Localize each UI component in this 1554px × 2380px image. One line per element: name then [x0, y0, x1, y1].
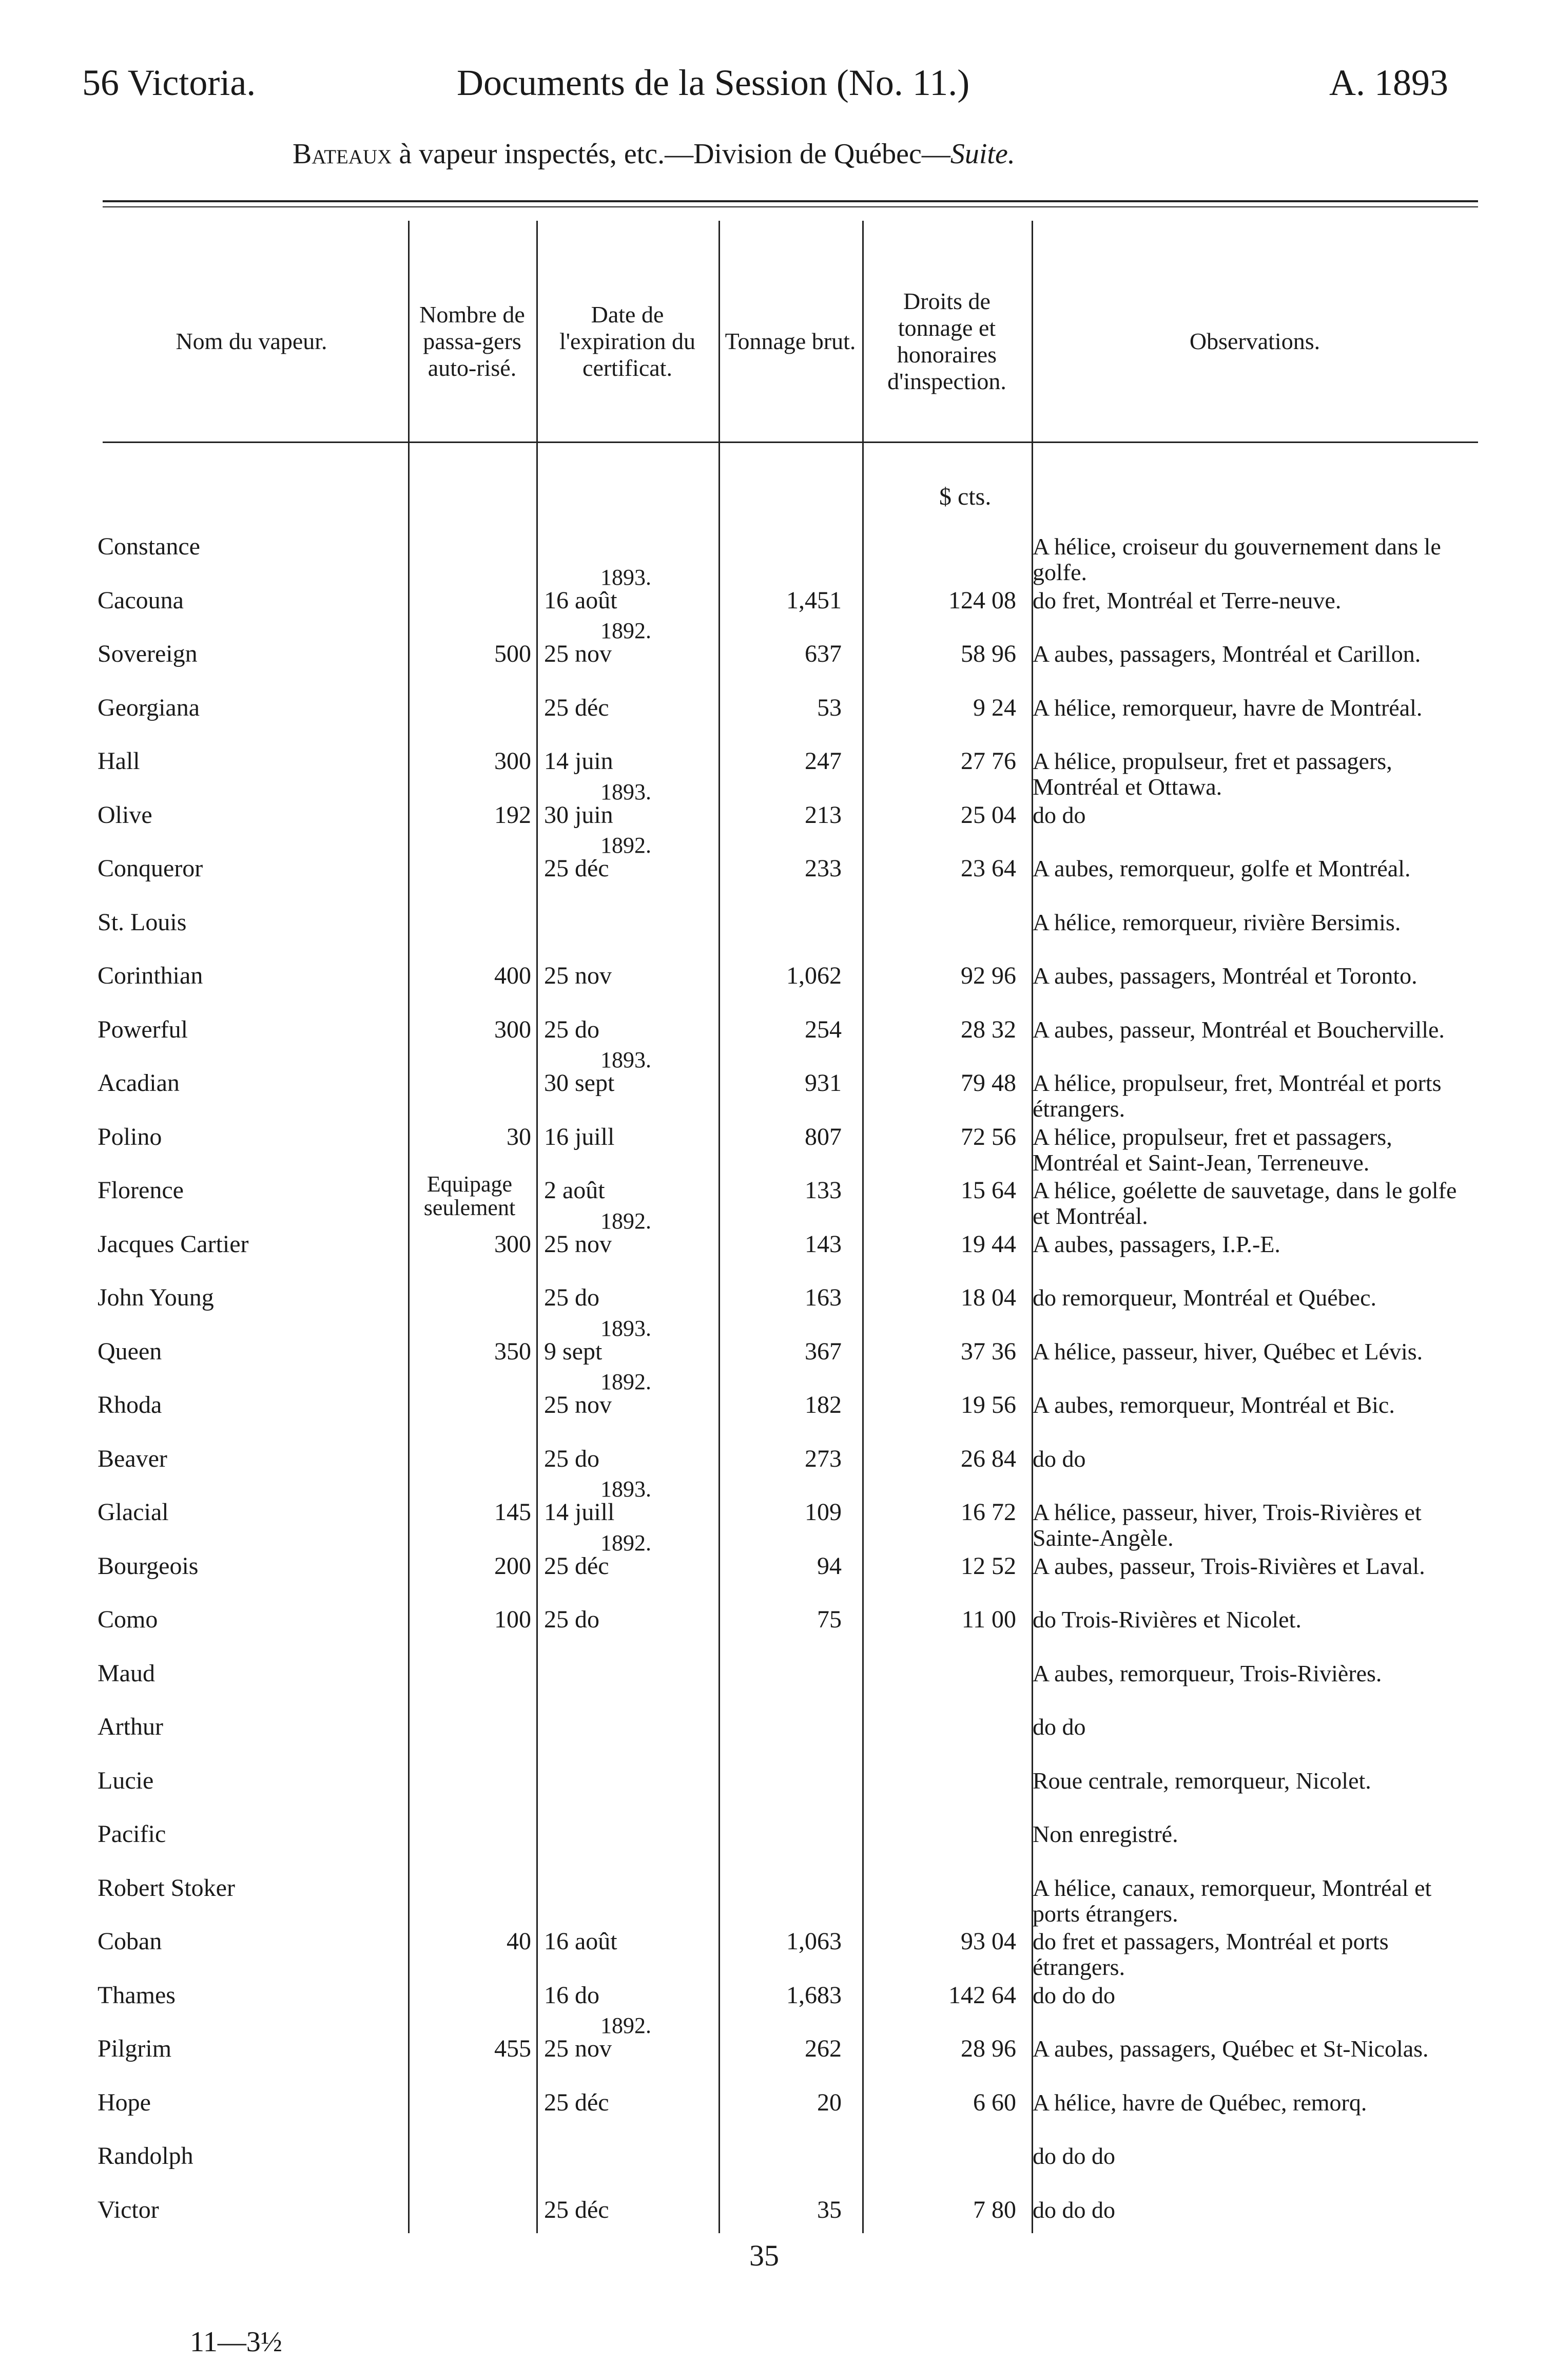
- gross-tonnage: 53: [817, 694, 842, 721]
- certificate-year: 1892.: [600, 833, 651, 858]
- observations: A aubes, passagers, Montréal et Carillon.: [1033, 641, 1421, 667]
- column-header-fees: Droits de tonnage et honoraires d'inspection.: [887, 288, 1006, 394]
- vessel-name: Robert Stoker: [98, 1875, 235, 1901]
- vessel-name: Sovereign: [98, 641, 198, 667]
- inspection-fees: 26 84: [961, 1445, 1016, 1472]
- inspection-fees: 124 08: [948, 587, 1016, 614]
- vessel-name: Olive: [98, 802, 152, 828]
- inspection-fees: 19 44: [961, 1231, 1016, 1258]
- header-rule-top-2: [103, 206, 1478, 207]
- inspection-fees: 16 72: [961, 1499, 1016, 1526]
- observations: A hélice, propulseur, fret, Montréal et ports étrangers.: [1033, 1070, 1442, 1122]
- inspection-fees: 28 32: [961, 1016, 1016, 1043]
- column-header-observations: Observations.: [1189, 328, 1320, 354]
- inspection-fees: 15 64: [961, 1177, 1016, 1204]
- observations: A hélice, goélette de sauvetage, dans le golfe et Montréal.: [1033, 1177, 1457, 1229]
- certificate-year: 1893.: [600, 1047, 651, 1072]
- inspection-fees: 23 64: [961, 855, 1016, 882]
- gross-tonnage: 1,063: [786, 1928, 842, 1955]
- observations: A hélice, propulseur, fret et passagers, Montréal et Ottawa.: [1033, 748, 1392, 800]
- authorized-passengers: 350: [494, 1338, 531, 1365]
- gross-tonnage: 109: [805, 1499, 842, 1526]
- observations: do Trois-Rivières et Nicolet.: [1033, 1606, 1302, 1633]
- certificate-expiry: 25 déc: [544, 2196, 609, 2223]
- currency-label: $ cts.: [939, 483, 992, 510]
- observations: A aubes, passeur, Trois-Rivières et Laval.: [1033, 1553, 1425, 1579]
- observations: A aubes, remorqueur, Trois-Rivières.: [1033, 1660, 1382, 1686]
- observations: do do do: [1033, 2143, 1115, 2169]
- vessel-name: Beaver: [98, 1446, 167, 1472]
- gross-tonnage: 254: [805, 1016, 842, 1043]
- vessel-name: Acadian: [98, 1070, 180, 1096]
- observations: do do do: [1033, 2197, 1115, 2223]
- certificate-expiry: 25 do: [544, 1016, 599, 1043]
- certificate-year: 1893.: [600, 565, 651, 590]
- vessel-name: Powerful: [98, 1017, 188, 1043]
- header-year: A. 1893: [1329, 62, 1448, 103]
- certificate-expiry: 25 déc: [544, 2089, 609, 2116]
- gross-tonnage: 143: [805, 1231, 842, 1258]
- authorized-passengers: 400: [494, 962, 531, 989]
- gross-tonnage: 35: [817, 2196, 842, 2223]
- certificate-expiry: 25 déc: [544, 855, 609, 882]
- gross-tonnage: 931: [805, 1069, 842, 1097]
- column-header-date: Date de l'expiration du certificat.: [559, 301, 696, 381]
- certificate-year: 1892.: [600, 618, 651, 643]
- gross-tonnage: 367: [805, 1338, 842, 1365]
- gross-tonnage: 163: [805, 1284, 842, 1311]
- table-subtitle: Bateaux à vapeur inspectés, etc.—Division de Québec—Suite.: [293, 138, 1015, 170]
- inspection-fees: 7 80: [973, 2196, 1016, 2223]
- certificate-expiry: 9 sept: [544, 1338, 603, 1365]
- vessel-name: Pacific: [98, 1821, 166, 1847]
- observations: do do: [1033, 1714, 1086, 1740]
- inspection-fees: 37 36: [961, 1338, 1016, 1365]
- observations: A aubes, passagers, Québec et St-Nicolas.: [1033, 2036, 1429, 2062]
- certificate-expiry: 25 nov: [544, 2035, 612, 2062]
- inspection-fees: 27 76: [961, 747, 1016, 775]
- gross-tonnage: 20: [817, 2089, 842, 2116]
- vessel-name: Corinthian: [98, 963, 203, 989]
- gross-tonnage: 1,451: [786, 587, 842, 614]
- inspection-fees: 142 64: [948, 1982, 1016, 2009]
- observations: A hélice, croiseur du gouvernement dans le golfe.: [1033, 533, 1441, 585]
- certificate-expiry: 25 déc: [544, 694, 609, 721]
- gross-tonnage: 1,062: [786, 962, 842, 989]
- vessel-name: St. Louis: [98, 910, 187, 935]
- vessel-name: Georgiana: [98, 695, 200, 721]
- observations: A hélice, remorqueur, rivière Bersimis.: [1033, 909, 1401, 935]
- certificate-year: 1892.: [600, 1369, 651, 1394]
- column-header-passengers: Nombre de passa-gers auto-risé.: [419, 301, 525, 381]
- vessel-name: Maud: [98, 1661, 155, 1686]
- observations: A aubes, remorqueur, golfe et Montréal.: [1033, 855, 1411, 881]
- inspection-fees: 9 24: [973, 694, 1016, 721]
- header-rule-bottom: [103, 442, 1478, 443]
- vessel-name: John Young: [98, 1285, 214, 1311]
- certificate-expiry: 30 sept: [544, 1069, 615, 1097]
- vessel-name: Queen: [98, 1339, 162, 1365]
- vessel-name: Jacques Cartier: [98, 1232, 249, 1257]
- authorized-passengers: 200: [494, 1552, 531, 1580]
- gross-tonnage: 182: [805, 1391, 842, 1418]
- certificate-expiry: 25 nov: [544, 962, 612, 989]
- observations: do do do: [1033, 1982, 1115, 2008]
- gross-tonnage: 75: [817, 1606, 842, 1633]
- column-divider: [536, 221, 538, 2233]
- inspection-fees: 19 56: [961, 1391, 1016, 1418]
- authorized-passengers: 40: [507, 1928, 531, 1955]
- inspection-fees: 12 52: [961, 1552, 1016, 1580]
- observations: do fret et passagers, Montréal et ports étrangers.: [1033, 1928, 1389, 1980]
- observations: A aubes, passagers, Montréal et Toronto.: [1033, 963, 1417, 989]
- column-header-name: Nom du vapeur.: [176, 328, 327, 354]
- inspection-fees: 25 04: [961, 801, 1016, 829]
- observations: do remorqueur, Montréal et Québec.: [1033, 1284, 1377, 1311]
- observations: A hélice, remorqueur, havre de Montréal.: [1033, 695, 1423, 721]
- vessel-name: Como: [98, 1607, 158, 1633]
- vessel-name: Polino: [98, 1124, 162, 1150]
- inspection-fees: 92 96: [961, 962, 1016, 989]
- authorized-passengers: 145: [494, 1499, 531, 1526]
- inspection-fees: 28 96: [961, 2035, 1016, 2062]
- vessel-name: Hall: [98, 748, 140, 774]
- vessel-name: Coban: [98, 1929, 162, 1954]
- authorized-passengers: 300: [494, 747, 531, 775]
- authorized-passengers: 30: [507, 1123, 531, 1150]
- gross-tonnage: 94: [817, 1552, 842, 1580]
- inspection-fees: 18 04: [961, 1284, 1016, 1311]
- certificate-expiry: 25 do: [544, 1445, 599, 1472]
- certificate-year: 1893.: [600, 779, 651, 804]
- certificate-year: 1893.: [600, 1476, 651, 1502]
- certificate-year: 1893.: [600, 1316, 651, 1341]
- vessel-name: Randolph: [98, 2143, 193, 2169]
- vessel-name: Conqueror: [98, 856, 203, 881]
- certificate-expiry: 16 do: [544, 1982, 599, 2009]
- certificate-year: 1892.: [600, 1208, 651, 1234]
- gross-tonnage: 1,683: [786, 1982, 842, 2009]
- vessel-name: Cacouna: [98, 588, 184, 613]
- authorized-passengers: 100: [494, 1606, 531, 1633]
- gross-tonnage: 807: [805, 1123, 842, 1150]
- inspection-fees: 11 00: [961, 1606, 1016, 1633]
- observations: do fret, Montréal et Terre-neuve.: [1033, 587, 1342, 613]
- authorized-passengers: 300: [494, 1016, 531, 1043]
- gross-tonnage: 233: [805, 855, 842, 882]
- vessel-name: Thames: [98, 1983, 176, 2008]
- vessel-name: Lucie: [98, 1768, 154, 1794]
- header-rule-top: [103, 200, 1478, 202]
- certificate-expiry: 16 juill: [544, 1123, 615, 1150]
- vessel-name: Bourgeois: [98, 1553, 199, 1579]
- vessel-name: Constance: [98, 534, 200, 560]
- printer-signature: 11—3½: [190, 2326, 282, 2358]
- vessel-name: Hope: [98, 2090, 151, 2116]
- certificate-expiry: 14 juill: [544, 1499, 615, 1526]
- header-title: Documents de la Session (No. 11.): [457, 62, 970, 103]
- certificate-expiry: 30 juin: [544, 801, 613, 829]
- authorized-passengers: 500: [494, 640, 531, 667]
- observations: A hélice, passeur, hiver, Trois-Rivières et Sainte-Angèle.: [1033, 1499, 1422, 1551]
- observations: A hélice, propulseur, fret et passagers, Montréal et Saint-Jean, Terreneuve.: [1033, 1124, 1392, 1176]
- observations: A aubes, remorqueur, Montréal et Bic.: [1033, 1392, 1395, 1418]
- authorized-passengers: 455: [494, 2035, 531, 2062]
- gross-tonnage: 213: [805, 801, 842, 829]
- certificate-expiry: 25 do: [544, 1284, 599, 1311]
- certificate-expiry: 14 juin: [544, 747, 613, 775]
- inspection-fees: 79 48: [961, 1069, 1016, 1097]
- inspection-fees: 72 56: [961, 1123, 1016, 1150]
- observations: Non enregistré.: [1033, 1821, 1178, 1847]
- observations: A aubes, passeur, Montréal et Boucherville.: [1033, 1016, 1445, 1043]
- inspection-fees: 93 04: [961, 1928, 1016, 1955]
- observations: Roue centrale, remorqueur, Nicolet.: [1033, 1768, 1371, 1794]
- certificate-year: 1892.: [600, 1530, 651, 1556]
- gross-tonnage: 273: [805, 1445, 842, 1472]
- column-header-tonnage: Tonnage brut.: [725, 328, 856, 354]
- certificate-expiry: 16 août: [544, 1928, 617, 1955]
- observations: do do: [1033, 802, 1086, 828]
- certificate-year: 1892.: [600, 2013, 651, 2038]
- inspection-fees: 58 96: [961, 640, 1016, 667]
- gross-tonnage: 262: [805, 2035, 842, 2062]
- certificate-expiry: 25 do: [544, 1606, 599, 1633]
- certificate-expiry: 16 août: [544, 587, 617, 614]
- certificate-expiry: 25 nov: [544, 1231, 612, 1258]
- certificate-expiry: 25 nov: [544, 640, 612, 667]
- observations: do do: [1033, 1446, 1086, 1472]
- vessel-name: Arthur: [98, 1714, 163, 1740]
- inspection-fees: 6 60: [973, 2089, 1016, 2116]
- vessel-name: Florence: [98, 1178, 184, 1203]
- observations: A hélice, canaux, remorqueur, Montréal et ports étrangers.: [1033, 1875, 1432, 1927]
- authorized-passengers: Equipage seulement: [423, 1172, 516, 1220]
- header-session-left: 56 Victoria.: [82, 62, 256, 103]
- authorized-passengers: 300: [494, 1231, 531, 1258]
- gross-tonnage: 637: [805, 640, 842, 667]
- authorized-passengers: 192: [494, 801, 531, 829]
- certificate-expiry: 25 nov: [544, 1391, 612, 1418]
- vessel-name: Rhoda: [98, 1392, 162, 1418]
- vessel-name: Victor: [98, 2197, 159, 2223]
- certificate-expiry: 2 août: [544, 1177, 605, 1204]
- page-number: 35: [749, 2239, 779, 2272]
- gross-tonnage: 133: [805, 1177, 842, 1204]
- observations: A hélice, passeur, hiver, Québec et Lévis.: [1033, 1338, 1423, 1365]
- observations: A aubes, passagers, I.P.-E.: [1033, 1231, 1280, 1257]
- certificate-expiry: 25 déc: [544, 1552, 609, 1580]
- vessel-name: Glacial: [98, 1500, 169, 1525]
- column-divider: [862, 221, 864, 2233]
- gross-tonnage: 247: [805, 747, 842, 775]
- vessel-name: Pilgrim: [98, 2036, 172, 2062]
- observations: A hélice, havre de Québec, remorq.: [1033, 2089, 1367, 2116]
